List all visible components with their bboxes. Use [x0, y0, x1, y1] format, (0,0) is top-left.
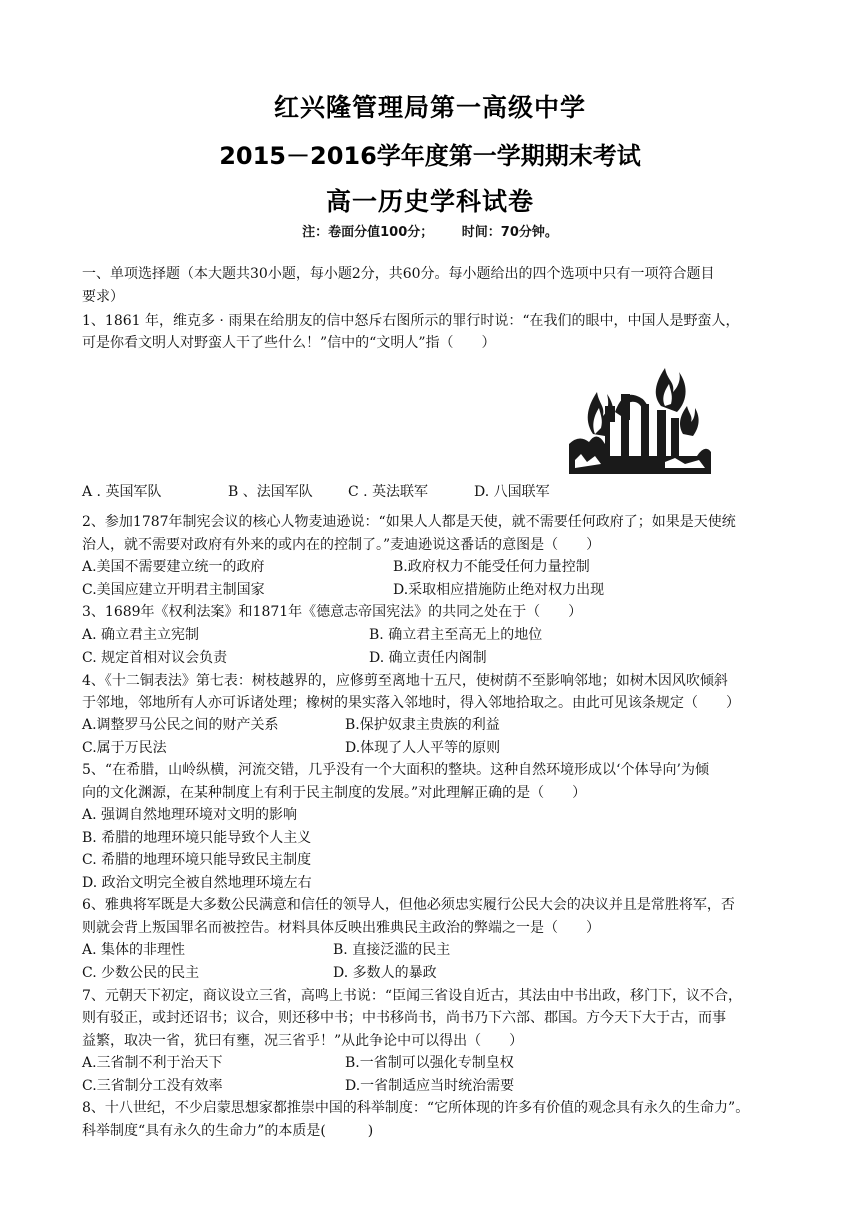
q1-stem-cont: 可是你看文明人对野蛮人干了些什么！”信中的“文明人”指（ ）	[82, 335, 496, 351]
q6-option-c: C. 少数公民的民主	[82, 965, 200, 981]
exam-title: 2015－2016学年度第一学期期末考试	[219, 142, 641, 170]
q6-option-b: B. 直接泛滥的民主	[333, 942, 451, 958]
q4-option-b: B.保护奴隶主贵族的利益	[345, 717, 500, 733]
q2-option-a: A.美国不需要建立统一的政府	[82, 559, 265, 575]
q6-stem: 6、雅典将军既是大多数公民满意和信任的领导人，但他必须忠实履行公民大会的决议并且是常胜将军，否	[82, 897, 735, 913]
burning-ruins-icon	[565, 364, 713, 474]
q1-stem: 1、1861 年，维克多 · 雨果在给朋友的信中怒斥右图所示的罪行时说：“在我们的眼中，中国人是野蛮人，	[82, 313, 740, 329]
q7-option-d: D.一省制适应当时统治需要	[345, 1078, 515, 1094]
q5-option-c: C. 希腊的地理环境只能导致民主制度	[82, 852, 312, 868]
q1-option-d: D. 八国联军	[474, 484, 550, 500]
q5-option-b: B. 希腊的地理环境只能导致个人主义	[82, 830, 312, 846]
q5-stem-cont: 向的文化渊源，在某种制度上有利于民主制度的发展。”对此理解正确的是（ ）	[82, 785, 587, 801]
q1-option-c: C . 英法联军	[348, 484, 429, 500]
q4-option-c: C.属于万民法	[82, 740, 167, 756]
q7-stem-cont2: 益繁，取决一省，犹曰有壅，况三省乎！”从此争论中可以得出（ ）	[82, 1033, 524, 1049]
q5-option-a: A. 强调自然地理环境对文明的影响	[82, 807, 298, 823]
q8-stem-cont: 科举制度“具有永久的生命力”的本质是( )	[82, 1123, 374, 1139]
q7-stem: 7、元朝天下初定，商议设立三省，高鸣上书说：“臣闻三省设自近古，其法由中书出政，移门下，议不合，	[82, 988, 743, 1004]
q4-stem: 4、《十二铜表法》第七表：树枝越界的，应修剪至离地十五尺，使树荫不至影响邻地；如树木因风吹倾斜	[82, 673, 728, 689]
q7-option-b: B.一省制可以强化专制皇权	[345, 1055, 514, 1071]
school-title: 红兴隆管理局第一高级中学	[273, 93, 586, 122]
q2-option-c: C.美国应建立开明君主制国家	[82, 582, 265, 598]
q6-stem-cont: 则就会背上叛国罪名而被控告。材料具体反映出雅典民主政治的弊端之一是（ ）	[82, 920, 600, 936]
section-heading-cont: 要求）	[82, 289, 124, 305]
q4-option-a: A.调整罗马公民之间的财产关系	[82, 717, 279, 733]
q3-stem: 3、1689年《权利法案》和1871年《德意志帝国宪法》的共同之处在于（ ）	[82, 604, 583, 620]
q2-stem: 2、参加1787年制宪会议的核心人物麦迪逊说：“如果人人都是天使，就不需要任何政府了；如果是天使统	[82, 514, 736, 530]
q4-option-d: D.体现了人人平等的原则	[345, 740, 501, 756]
q3-option-d: D. 确立责任内阁制	[369, 650, 487, 666]
q8-stem: 8、十八世纪，不少启蒙思想家都推崇中国的科举制度：“它所体现的许多有价值的观念具有永久的生命力”。	[82, 1100, 750, 1116]
q5-stem: 5、“在希腊，山岭纵横，河流交错，几乎没有一个大面积的整块。这种自然环境形成以‘个体导向’为倾	[82, 762, 709, 778]
note-score: 注：卷面分值100分；	[302, 225, 434, 240]
q7-option-a: A.三省制不利于治天下	[82, 1055, 223, 1071]
q5-option-d: D. 政治文明完全被自然地理环境左右	[82, 875, 312, 891]
q1-option-b: B 、法国军队	[228, 484, 313, 500]
q4-stem-cont: 于邻地，邻地所有人亦可诉诸处理；橡树的果实落入邻地时，得入邻地拾取之。由此可见该条规定（ ）	[82, 695, 740, 711]
note-time: 时间：70分钟。	[461, 225, 558, 240]
q6-option-d: D. 多数人的暴政	[333, 965, 437, 981]
q3-option-b: B. 确立君主至高无上的地位	[369, 627, 543, 643]
q3-option-a: A. 确立君主立宪制	[82, 627, 200, 643]
q2-option-b: B.政府权力不能受任何力量控制	[393, 559, 590, 575]
q7-stem-cont: 则有驳正，或封还诏书；议合，则还移中书；中书移尚书，尚书乃下六部、郡国。方今天下大于古，而事	[82, 1010, 726, 1026]
section-heading: 一、单项选择题（本大题共30小题，每小题2分，共60分。每小题给出的四个选项中只有一项符合题目	[82, 266, 715, 282]
q1-option-a: A . 英国军队	[82, 484, 162, 500]
q2-option-d: D.采取相应措施防止绝对权力出现	[393, 582, 605, 598]
subject-title: 高一历史学科试卷	[325, 187, 534, 216]
exam-note	[0, 221, 860, 240]
q7-option-c: C.三省制分工没有效率	[82, 1078, 223, 1094]
q6-option-a: A. 集体的非理性	[82, 942, 186, 958]
q2-stem-cont: 治人，就不需要对政府有外来的或内在的控制了。”麦迪逊说这番话的意图是（ ）	[82, 537, 601, 553]
q3-option-c: C. 规定首相对议会负责	[82, 650, 228, 666]
